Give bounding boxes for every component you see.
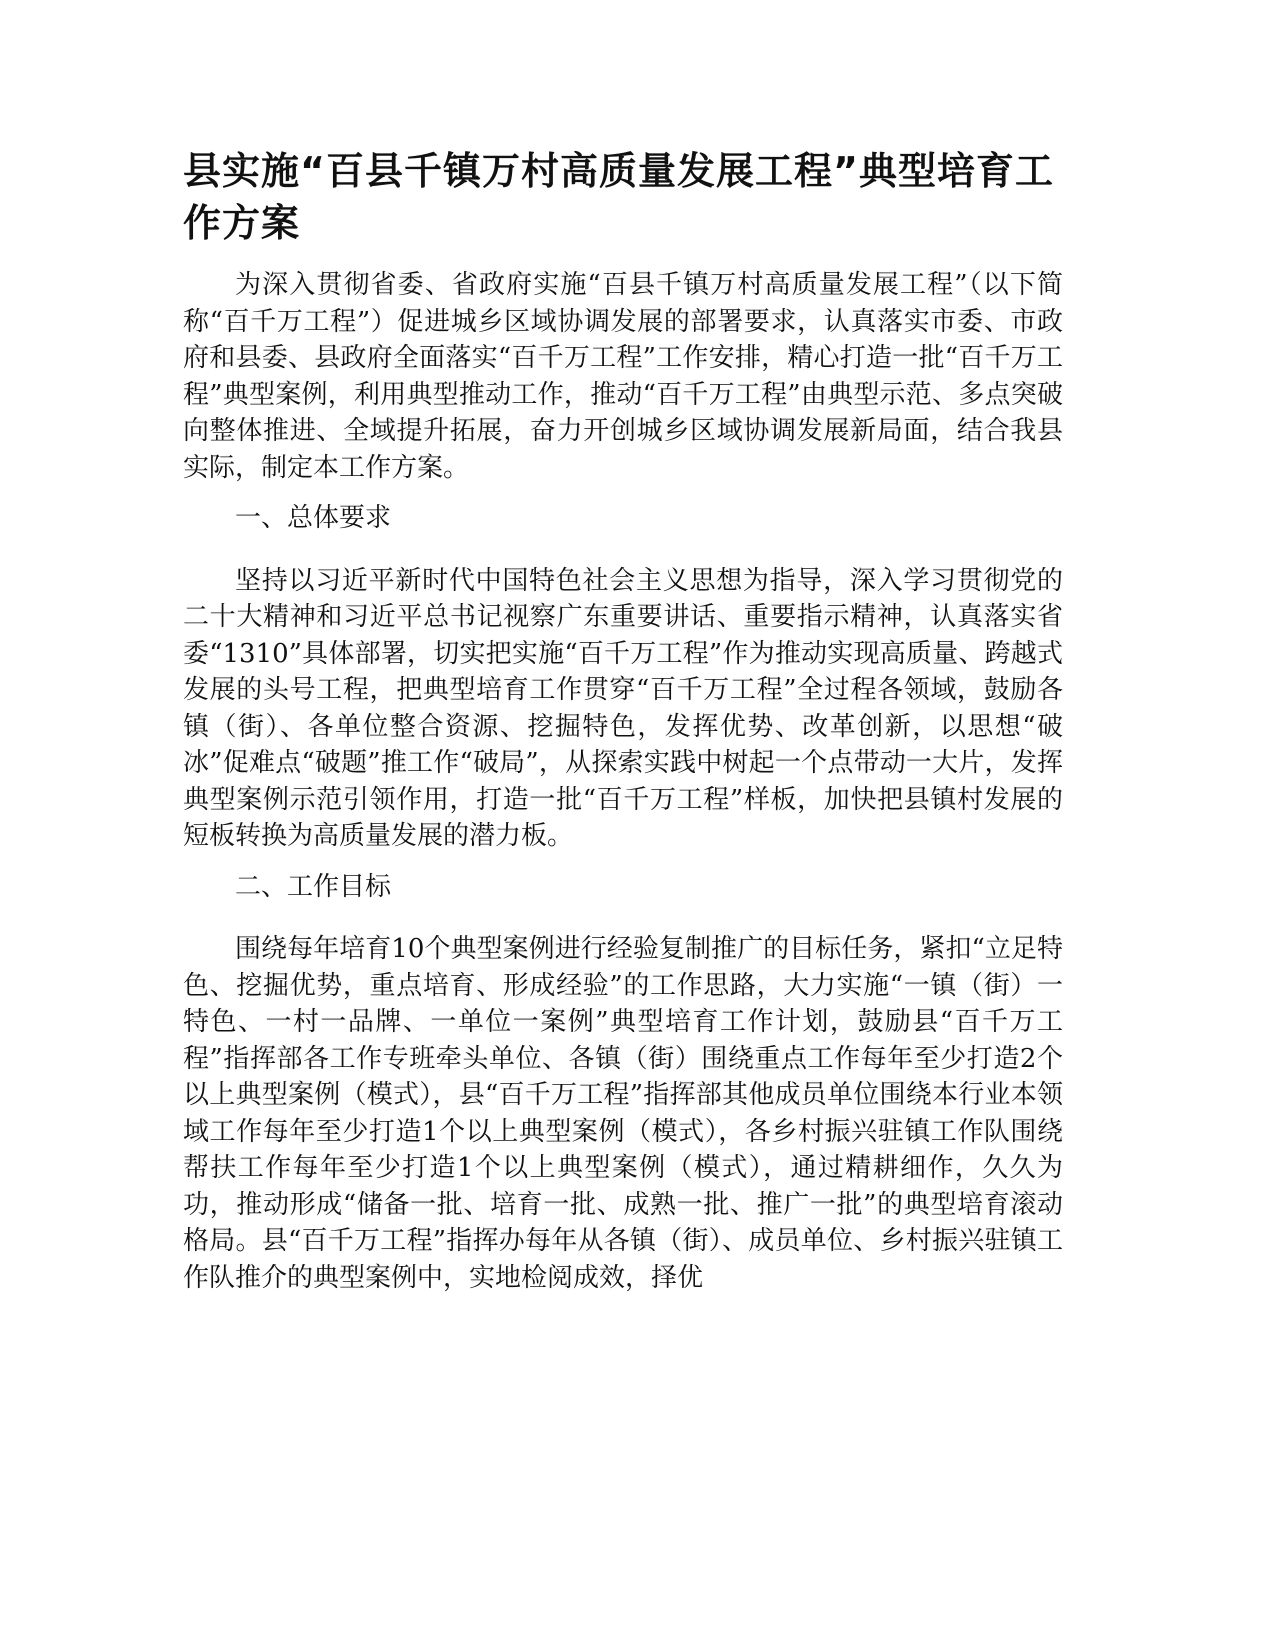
section-body-work-goals: 围绕每年培育10个典型案例进行经验复制推广的目标任务，紧扣“立足特色、挖掘优势，重点培育、形成经验”的工作思路，大力实施“一镇（街）一特色、一村一品牌、一单位一案例”典型培育工作计划，鼓励县“百千万工程”指挥部各工作专班牵头单位、各镇（街）围绕重点工作每年至少打造2个以上典型案例（模式），县“百千万工程”指挥部其他成员单位围绕本行业本领域工作每年至少打造1个以上典型案例（模式），各乡村振兴驻镇工作队围绕帮扶工作每年至少打造1个以上典型案例（模式），通过精耕细作，久久为功，推动形成“储备一批、培育一批、成熟一批、推广一批”的典型培育滚动格局。县“百千万工程”指挥办每年从各镇（街）、成员单位、乡村振兴驻镇工作队推介的典型案例中，实地检阅成效，择优 <box>183 934 1063 1293</box>
document-page <box>183 145 1063 1310</box>
document-title: 县实施“百县千镇万村高质量发展工程”典型培育工作方案 <box>183 149 1054 245</box>
intro-paragraph: 为深入贯彻省委、省政府实施“百县千镇万村高质量发展工程”（以下简称“百千万工程”）促进城乡区域协调发展的部署要求，认真落实市委、市政府和县委、县政府全面落实“百千万工程”工作安排，精心打造一批“百千万工程”典型案例，利用典型推动工作，推动“百千万工程”由典型示范、多点突破向整体推进、全域提升拓展，奋力开创城乡区域协调发展新局面，结合我县实际，制定本工作方案。 <box>183 270 1063 483</box>
section-body-overall-requirements: 坚持以习近平新时代中国特色社会主义思想为指导，深入学习贯彻党的二十大精神和习近平总书记视察广东重要讲话、重要指示精神，认真落实省委“1310”具体部署，切实把实施“百千万工程”作为推动实现高质量、跨越式发展的头号工程，把典型培育工作贯穿“百千万工程”全过程各领域，鼓励各镇（街）、各单位整合资源、挖掘特色，发挥优势、改革创新，以思想“破冰”促难点“破题”推工作“破局”，从探索实践中树起一个点带动一大片，发挥典型案例示范引领作用，打造一批“百千万工程”样板，加快把县镇村发展的短板转换为高质量发展的潜力板。 <box>183 565 1063 851</box>
section-heading-work-goals: 二、工作目标 <box>235 871 392 902</box>
section-heading-overall-requirements: 一、总体要求 <box>235 503 392 533</box>
